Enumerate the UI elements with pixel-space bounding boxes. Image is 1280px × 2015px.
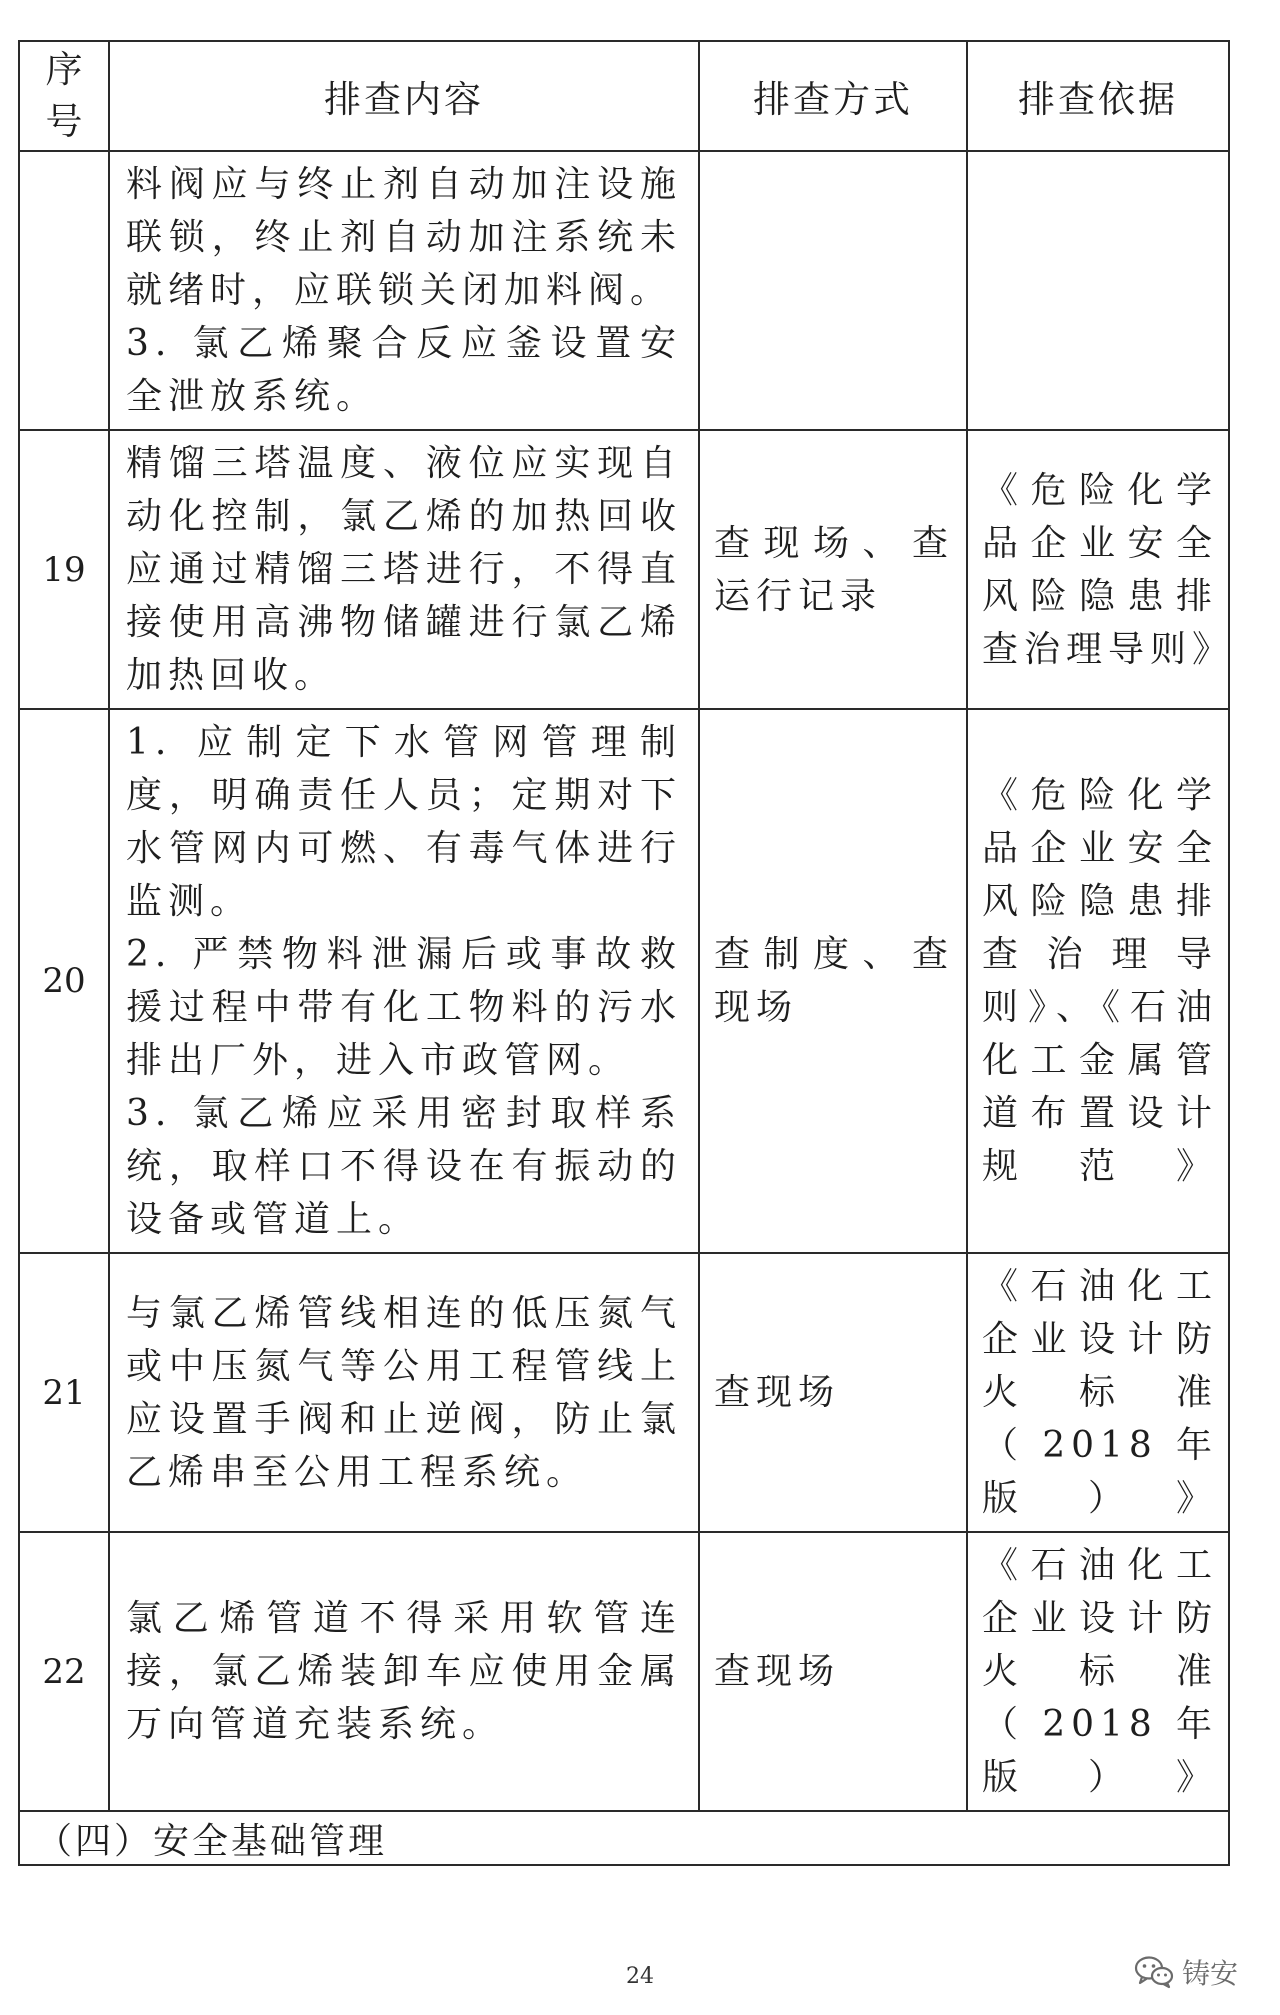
inspection-table xyxy=(18,40,1235,1866)
row-basis xyxy=(967,151,1229,430)
row-method: 查制度、查现场 xyxy=(699,709,967,1253)
row-method: 查现场 xyxy=(699,1253,967,1532)
table-row xyxy=(19,430,1229,709)
header-method: 排查方式 xyxy=(699,41,967,151)
table-row xyxy=(19,709,1229,1253)
row-basis: 《石油化工企业设计防火标准（2018年版）》 xyxy=(967,1253,1229,1532)
table-row xyxy=(19,1532,1229,1811)
row-content xyxy=(109,709,699,1253)
row-seq: 22 xyxy=(19,1532,109,1811)
watermark xyxy=(1134,1952,1238,1992)
table-header-row xyxy=(19,41,1229,151)
content-paragraph: 氯乙烯管道不得采用软管连接，氯乙烯装卸车应使用金属万向管道充装系统。 xyxy=(126,1598,682,1745)
row-method: 查现场 xyxy=(699,1532,967,1811)
row-basis: 《危险化学品企业安全风险隐患排查治理导则》、《石油化工金属管道布置设计规范》 xyxy=(967,709,1229,1253)
content-paragraph: 与氯乙烯管线相连的低压氮气或中压氮气等公用工程管线上应设置手阀和止逆阀，防止氯乙烯串至公用工程系统。 xyxy=(126,1292,682,1493)
row-basis: 《危险化学品企业安全风险隐患排查治理导则》 xyxy=(967,430,1229,709)
header-content: 排查内容 xyxy=(109,41,699,151)
header-seq: 序号 xyxy=(19,41,109,151)
content-paragraph: 精馏三塔温度、液位应实现自动化控制，氯乙烯的加热回收应通过精馏三塔进行，不得直接使用高沸物储罐进行氯乙烯加热回收。 xyxy=(126,443,682,696)
header-basis: 排查依据 xyxy=(967,41,1229,151)
content-paragraph: 料阀应与终止剂自动加注设施联锁，终止剂自动加注系统未就绪时，应联锁关闭加料阀。 xyxy=(126,164,682,311)
row-seq xyxy=(19,151,109,430)
row-content xyxy=(109,1253,699,1532)
row-content xyxy=(109,151,699,430)
content-paragraph: 1. 应制定下水管网管理制度，明确责任人员；定期对下水管网内可燃、有毒气体进行监测。 xyxy=(126,722,682,922)
wechat-icon xyxy=(1134,1955,1174,1989)
row-method: 查现场、查运行记录 xyxy=(699,430,967,709)
table-row xyxy=(19,151,1229,430)
table-row xyxy=(19,1253,1229,1532)
section-title: （四）安全基础管理 xyxy=(19,1811,1229,1865)
content-paragraph: 3. 氯乙烯聚合反应釜设置安全泄放系统。 xyxy=(126,323,682,417)
row-seq: 19 xyxy=(19,430,109,709)
watermark-text: 铸安 xyxy=(1181,1957,1238,1990)
row-content xyxy=(109,430,699,709)
row-seq: 20 xyxy=(19,709,109,1253)
page-number: 24 xyxy=(626,1964,654,1989)
section-heading-row xyxy=(19,1811,1229,1865)
row-content xyxy=(109,1532,699,1811)
row-method xyxy=(699,151,967,430)
row-basis: 《石油化工企业设计防火标准（2018年版）》 xyxy=(967,1532,1229,1811)
content-paragraph: 3. 氯乙烯应采用密封取样系统，取样口不得设在有振动的设备或管道上。 xyxy=(126,1093,682,1240)
row-seq: 21 xyxy=(19,1253,109,1532)
content-paragraph: 2. 严禁物料泄漏后或事故救援过程中带有化工物料的污水排出厂外，进入市政管网。 xyxy=(126,934,682,1081)
